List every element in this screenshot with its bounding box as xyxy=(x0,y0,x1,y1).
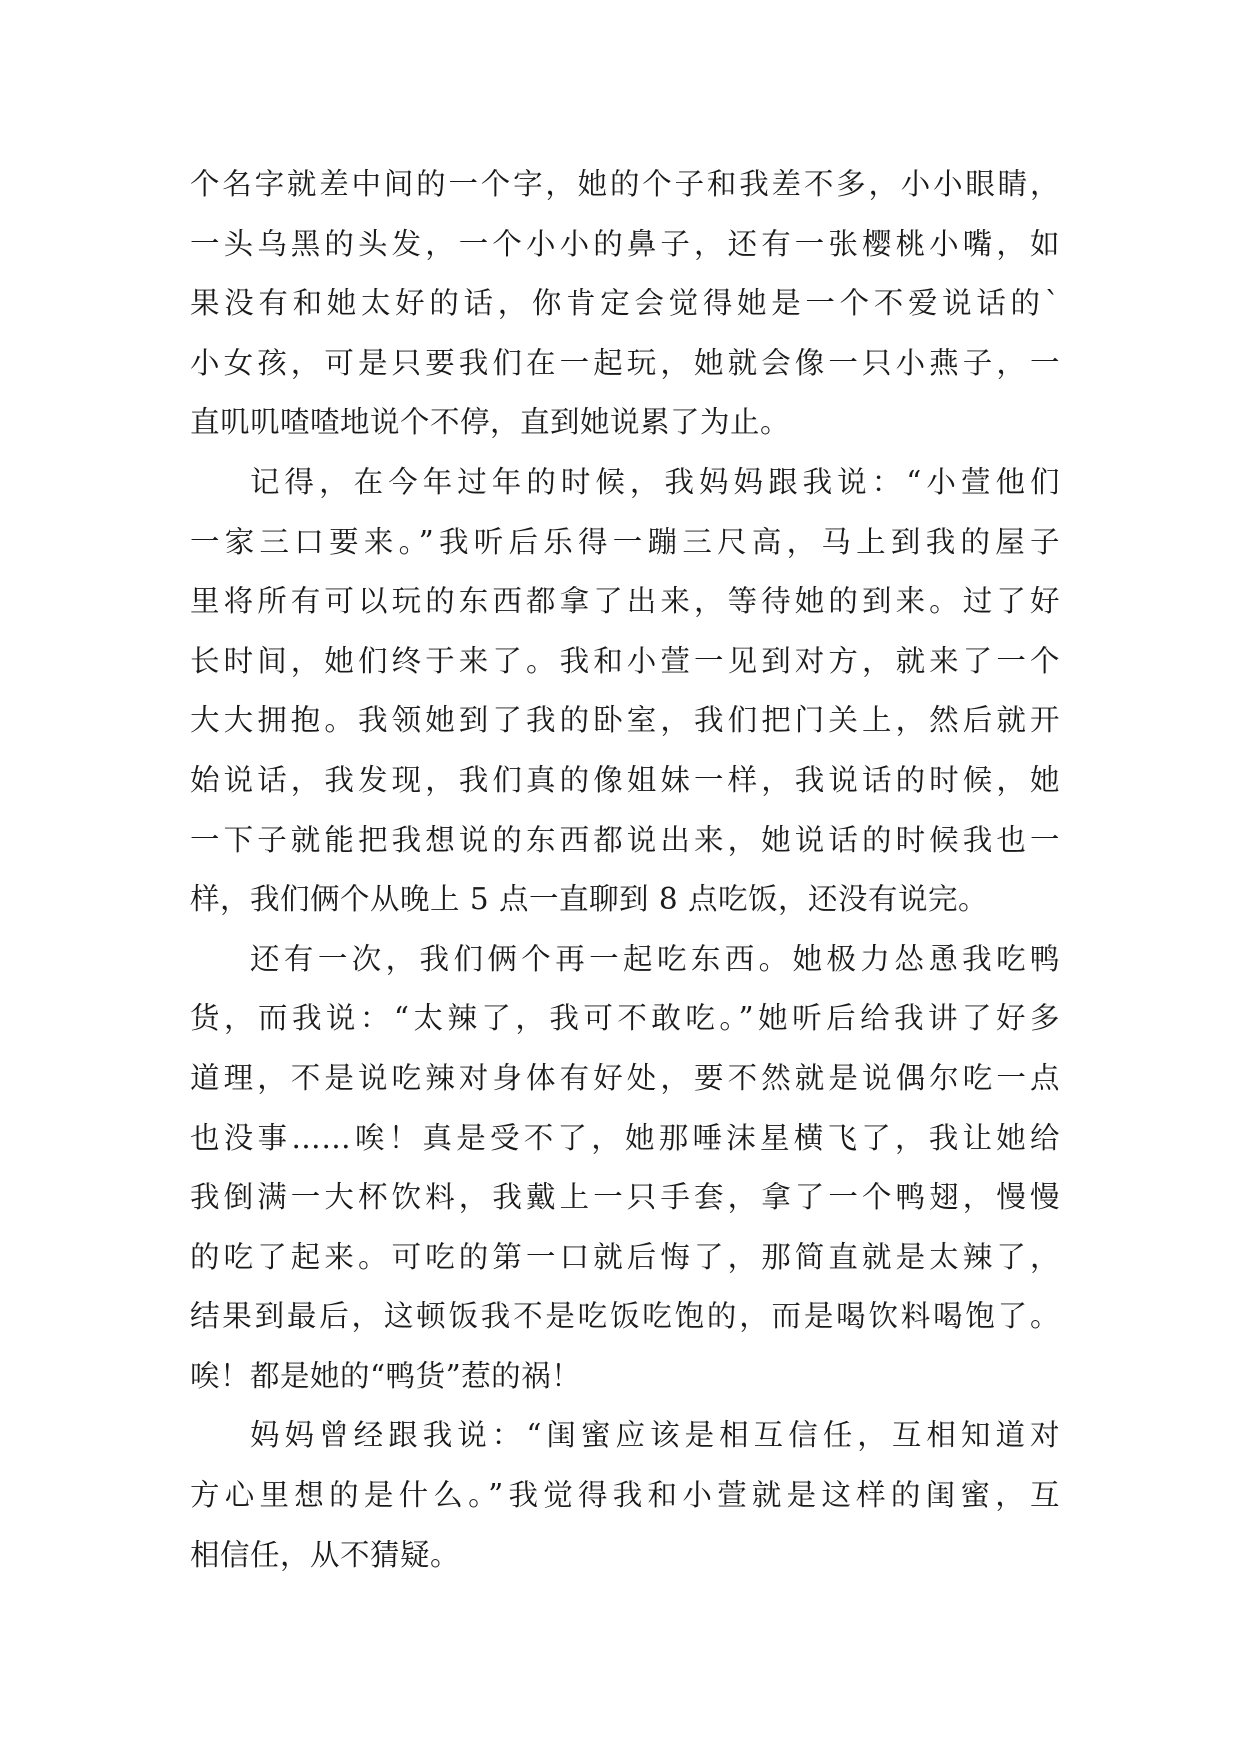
text-line: 的吃了起来。可吃的第一口就后悔了，那简直就是太辣了， xyxy=(190,1239,1060,1274)
text-line: 一头乌黑的头发，一个小小的鼻子，还有一张樱桃小嘴，如 xyxy=(190,226,1060,261)
text-line: 样，我们俩个从晚上 5 点一直聊到 8 点吃饭，还没有说完。 xyxy=(190,882,989,917)
text-line: 货，而我说：“太辣了，我可不敢吃。”她听后给我讲了好多 xyxy=(190,1001,1060,1036)
text-line: 也没事……唉！真是受不了，她那唾沫星横飞了，我让她给 xyxy=(190,1120,1060,1155)
text-line: 道理，不是说吃辣对身体有好处，要不然就是说偶尔吃一点 xyxy=(190,1060,1060,1095)
text-line: 小女孩，可是只要我们在一起玩，她就会像一只小燕子，一 xyxy=(190,345,1060,380)
text-line: 个名字就差中间的一个字，她的个子和我差不多，小小眼睛， xyxy=(190,167,1060,201)
text-line: 一家三口要来。”我听后乐得一蹦三尺高，马上到我的屋子 xyxy=(190,524,1060,559)
text-line: 长时间，她们终于来了。我和小萱一见到对方，就来了一个 xyxy=(190,643,1060,678)
text-line: 我倒满一大杯饮料，我戴上一只手套，拿了一个鸭翅，慢慢 xyxy=(190,1180,1060,1215)
text-line: 还有一次，我们俩个再一起吃东西。她极力怂恿我吃鸭 xyxy=(250,941,1060,976)
text-line: 妈妈曾经跟我说：“闺蜜应该是相互信任，互相知道对 xyxy=(250,1418,1060,1453)
text-line: 大大拥抱。我领她到了我的卧室，我们把门关上，然后就开 xyxy=(190,703,1060,738)
text-line: 相信任，从不猜疑。 xyxy=(190,1537,461,1572)
text-line: 一下子就能把我想说的东西都说出来，她说话的时候我也一 xyxy=(190,822,1060,857)
text-line: 果没有和她太好的话，你肯定会觉得她是一个不爱说话的` xyxy=(190,286,1060,321)
body-text xyxy=(190,155,1060,1585)
text-line: 始说话，我发现，我们真的像姐妹一样，我说话的时候，她 xyxy=(190,762,1060,797)
text-line: 唉！都是她的“鸭货”惹的祸！ xyxy=(190,1358,582,1393)
text-line: 记得，在今年过年的时候，我妈妈跟我说：“小萱他们 xyxy=(250,464,1060,499)
text-line: 里将所有可以玩的东西都拿了出来，等待她的到来。过了好 xyxy=(190,584,1060,619)
text-line: 方心里想的是什么。”我觉得我和小萱就是这样的闺蜜，互 xyxy=(190,1478,1060,1513)
text-line: 结果到最后，这顿饭我不是吃饭吃饱的，而是喝饮料喝饱了。 xyxy=(190,1299,1060,1334)
text-line: 直叽叽喳喳地说个不停，直到她说累了为止。 xyxy=(190,405,791,440)
